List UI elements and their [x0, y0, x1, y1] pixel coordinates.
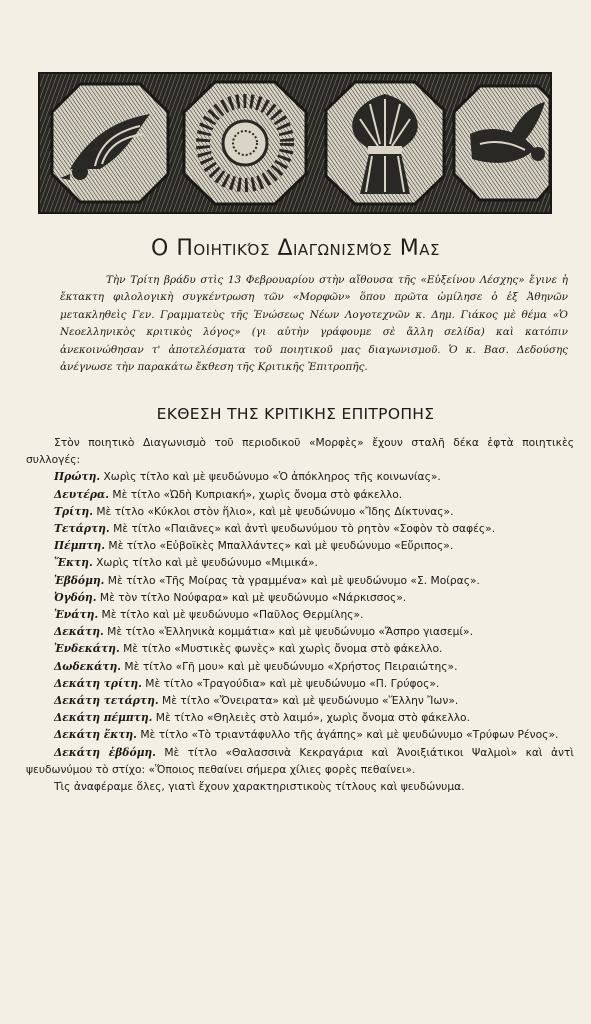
- list-item: [26, 554, 574, 571]
- woodcut-illustration: [40, 74, 550, 212]
- entry-ordinal: Πέμπτη.: [54, 539, 105, 553]
- list-item: [26, 589, 574, 606]
- list-item: [26, 658, 574, 675]
- entry-text: Μὲ τίτλο «Τραγούδια» καὶ μὲ ψευδώνυμο «Π. Γρύφος».: [145, 676, 440, 690]
- bird-left-icon: [52, 84, 168, 202]
- list-item: [26, 675, 574, 692]
- entry-ordinal: Δεκάτη τετάρτη.: [54, 694, 159, 708]
- entry-ordinal: Πρώτη.: [54, 470, 101, 484]
- entry-ordinal: Τετάρτη.: [54, 522, 110, 536]
- entry-ordinal: Δεκάτη ἕκτη.: [54, 728, 137, 742]
- list-item: [26, 640, 574, 657]
- entry-text: Μὲ τίτλο καὶ μὲ ψευδώνυμο «Παῦλος Θερμίλης».: [101, 608, 364, 622]
- entry-text: Μὲ τίτλο «Θηλειὲς στὸ λαιμό», χωρὶς ὄνομα στὸ φάκελλο.: [155, 711, 470, 725]
- list-item: [26, 468, 574, 485]
- entry-text: Μὲ τὸν τίτλο Νούφαρα» καὶ μὲ ψευδώνυμο «Νάρκισσος».: [99, 590, 407, 604]
- entry-ordinal: Δεκάτη τρίτη.: [54, 676, 142, 690]
- page-title: Ο Ποιητικός Διαγωνισμός Μας: [151, 236, 440, 261]
- entry-text: Μὲ τίτλο «Ἑλληνικὰ κομμάτια» καὶ μὲ ψευδώνυμο «Ἄσπρο γιασεμί».: [107, 625, 473, 639]
- list-item: [26, 744, 574, 778]
- section-title: ΕΚΘΕΣΗ ΤΗΣ ΚΡΙΤΙΚΗΣ ΕΠΙΤΡΟΠΗΣ: [156, 405, 435, 423]
- entry-ordinal: Ἕκτη.: [54, 556, 93, 570]
- list-item: [26, 537, 574, 554]
- entry-ordinal: Ὀγδόη.: [54, 590, 97, 604]
- entry-ordinal: Δεκάτη πέμπτη.: [54, 711, 153, 725]
- list-item: [26, 726, 574, 743]
- list-item: [26, 486, 574, 503]
- entry-text: Μὲ τίτλο «Μυστικὲς φωνὲς» καὶ χωρὶς ὄνομα στὸ φάκελλο.: [123, 642, 443, 656]
- entry-text: Μὲ τίτλο «Ὠδὴ Κυπριακή», χωρὶς ὄνομα στὸ φάκελλο.: [112, 487, 403, 501]
- entry-text: Μὲ τίτλο «Τῆς Μοίρας τὰ γραμμένα» καὶ μὲ ψευδώνυμο «Σ. Μοίρας».: [107, 573, 480, 587]
- entry-ordinal: Ἑβδόμη.: [54, 573, 105, 587]
- report-closing: Τὶς ἀναφέραμε ὅλες, γιατὶ ἔχουν χαρακτηριστικοὺς τίτλους καὶ ψευδώνυμα.: [54, 780, 465, 794]
- list-item: [26, 520, 574, 537]
- entry-text: Μὲ τίτλο «Τὸ τριαντάφυλλο τῆς ἀγάπης» καὶ μὲ ψευδώνυμο «Τρύφων Ρένος».: [140, 728, 559, 742]
- entry-text: Μὲ τίτλο «Εὐβοϊκὲς Μπαλλάντες» καὶ μὲ ψευδώνυμο «Εὔριπος».: [108, 539, 454, 553]
- entry-text: Μὲ τίτλο «Παιᾶνες» καὶ ἀντὶ ψευδωνύμου τὸ ρητὸν «Σοφὸν τὸ σαφές».: [113, 522, 496, 536]
- list-item: [26, 709, 574, 726]
- entry-ordinal: Δωδεκάτη.: [54, 659, 122, 673]
- wheat-sheaf-icon: [326, 82, 444, 204]
- entry-text: Μὲ τίτλο «Γῆ μου» καὶ μὲ ψευδώνυμο «Χρήστος Πειραιώτης».: [124, 659, 458, 673]
- entry-ordinal: Ἑνδεκάτη.: [54, 642, 120, 656]
- entry-text: Μὲ τίτλο «Ὄνειρατα» καὶ μὲ ψευδώνυμο «Ἕλλην Ἴων».: [162, 694, 459, 708]
- list-item: [26, 692, 574, 709]
- entry-ordinal: Τρίτη.: [54, 504, 93, 518]
- list-item: [26, 503, 574, 520]
- entry-ordinal: Δεκάτη.: [54, 625, 104, 639]
- entry-text: Χωρὶς τίτλο καὶ μὲ ψευδώνυμο «Μιμικά».: [96, 556, 318, 570]
- intro-paragraph: Τὴν Τρίτη βράδυ στὶς 13 Φεβρουαρίου στὴν αἴθουσα τῆς «Εὐξείνου Λέσχης» ἔγινε ἡ ἔκτακτη φιλολογικὴ συγκέντρωση τῶν «Μορφῶν» ὅπου πρῶτα ὡμίλησε ὁ ἐξ Ἀθηνῶν μετακληθεὶς Γεν. Γραμματεὺς τῆς Ἑνώσεως Νέων Λογοτεχνῶν κ. Δημ. Γιάκος μὲ θέμα «Ὁ Νεοελληνικὸς κριτικὸς λόγος» (γι αὐτὴν γράφουμε σὲ ἄλλη σελίδα) καὶ κατόπιν ἀνεκοινώθησαν τ' ἀποτελέσματα τοῦ ποιητικοῦ μας διαγωνισμοῦ. Ὁ κ. Βασ. Δεδούσης ἀνέγνωσε τὴν παρακάτω ἔκθεση τῆς Κριτικῆς Ἐπιτροπῆς.: [60, 274, 568, 374]
- entry-text: Χωρὶς τίτλο καὶ μὲ ψευδώνυμο «Ὁ ἀπόκληρος τῆς κοινωνίας».: [103, 470, 441, 484]
- entry-ordinal: Δεκάτη ἑβδόμη.: [54, 745, 156, 759]
- list-item: [26, 623, 574, 640]
- bird-right-icon: [454, 86, 550, 200]
- sun-icon: [184, 82, 306, 204]
- report-opening: Στὸν ποιητικὸ Διαγωνισμὸ τοῦ περιοδικοῦ «Μορφὲς» ἔχουν σταλῆ δέκα ἑφτὰ ποιητικὲς συλλογές:: [26, 436, 574, 467]
- woodcut-banner: [38, 72, 552, 214]
- entry-ordinal: Ἐνάτη.: [54, 608, 99, 622]
- list-item: [26, 606, 574, 623]
- committee-report: [26, 434, 574, 795]
- entry-text: Μὲ τίτλο «Κύκλοι στὸν ἥλιο», καὶ μὲ ψευδώνυμο «Ἴδης Δίκτυνας».: [96, 504, 454, 518]
- entry-text: Μὲ τίτλο «Θαλασσινὰ Κεκραγάρια καὶ Ἀνοιξιάτικοι Ψαλμοὶ» καὶ ἀντὶ ψευδωνύμου τὸ στίχο: «Ὅποιος πεθαίνει σήμερα χίλιες φορὲς πεθαίνει».: [26, 745, 575, 776]
- list-item: [26, 572, 574, 589]
- entry-ordinal: Δευτέρα.: [54, 487, 109, 501]
